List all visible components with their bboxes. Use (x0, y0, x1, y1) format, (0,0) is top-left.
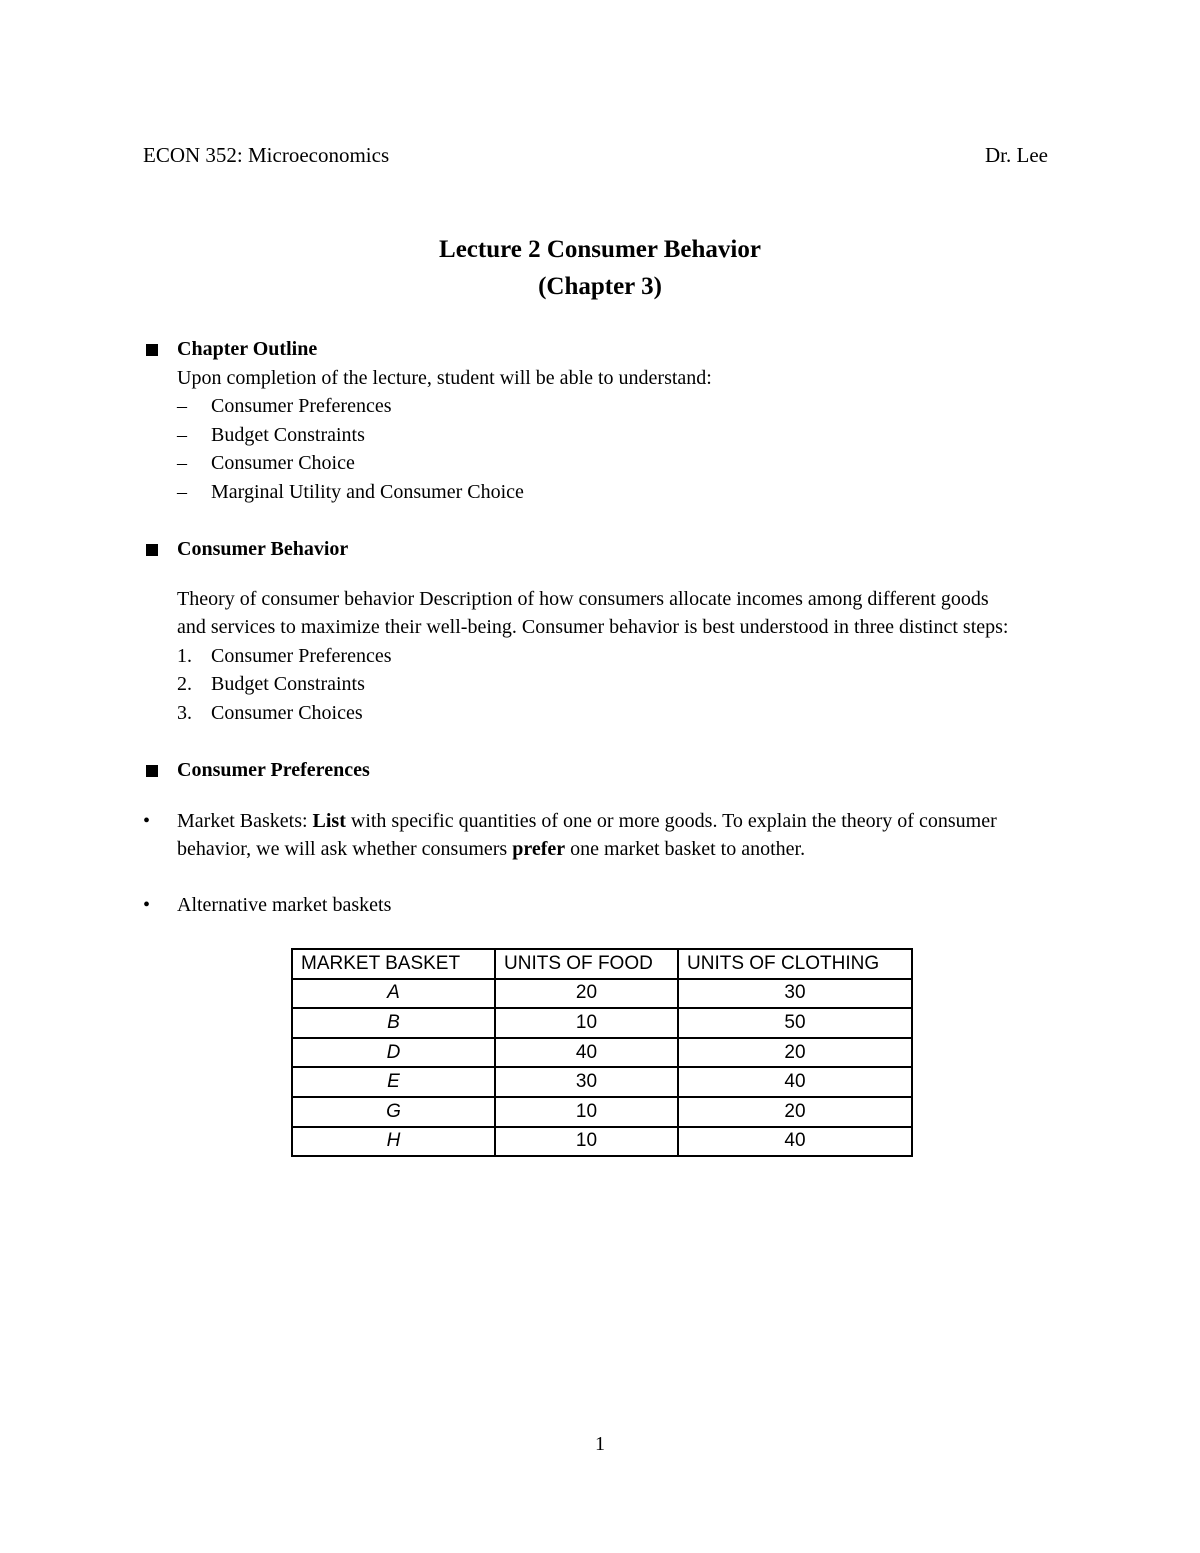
outline-intro: Upon completion of the lecture, student will be able to understand: (177, 366, 712, 389)
basket-cell: G (292, 1097, 495, 1127)
behavior-text-line2: and services to maximize their well-being. Consumer behavior is best understood in three distinct steps: (177, 616, 1009, 639)
food-cell: 10 (495, 1097, 678, 1127)
lecture-title: Lecture 2 Consumer Behavior (439, 236, 761, 263)
consumer-preferences-heading: Consumer Preferences (143, 756, 1063, 785)
food-cell: 10 (495, 1127, 678, 1157)
clothing-cell: 20 (678, 1097, 912, 1127)
square-bullet-icon (146, 344, 158, 356)
consumer-behavior-heading: Consumer Behavior (143, 535, 1063, 564)
food-cell: 20 (495, 979, 678, 1009)
clothing-cell: 50 (678, 1008, 912, 1038)
alternative-baskets-bullet: • Alternative market baskets (143, 891, 1063, 920)
consumer-preferences-section (143, 756, 1063, 919)
behavior-text-line1: Theory of consumer behavior Description of how consumers allocate incomes among different goods (177, 587, 989, 610)
basket-cell: E (292, 1067, 495, 1097)
column-header: UNITS OF CLOTHING (678, 949, 912, 979)
basket-cell: B (292, 1008, 495, 1038)
instructor-name: Dr. Lee (985, 143, 1048, 167)
course-title: ECON 352: Microeconomics (143, 143, 390, 167)
square-bullet-icon (146, 765, 158, 777)
step-item: 2. Budget Constraints (177, 673, 365, 696)
clothing-cell: 40 (678, 1127, 912, 1157)
column-header: UNITS OF FOOD (495, 949, 678, 979)
clothing-cell: 20 (678, 1038, 912, 1068)
clothing-cell: 40 (678, 1067, 912, 1097)
step-item: 1. Consumer Preferences (177, 644, 392, 667)
food-cell: 10 (495, 1008, 678, 1038)
page-number: 1 (595, 1433, 605, 1455)
outline-item: – Budget Constraints (177, 423, 365, 446)
table-row (292, 1097, 912, 1127)
basket-cell: D (292, 1038, 495, 1068)
table-row (292, 1008, 912, 1038)
outline-item: – Consumer Choice (177, 452, 355, 475)
market-baskets-bullet: • Market Baskets: List with specific quantities of one or more goods. To explain the theory of consumer behavior, we will ask whether consumers prefer one market basket to another. (143, 807, 1063, 864)
table-row (292, 1127, 912, 1157)
food-cell: 30 (495, 1067, 678, 1097)
outline-item: – Marginal Utility and Consumer Choice (177, 480, 524, 503)
square-bullet-icon (146, 544, 158, 556)
column-header: MARKET BASKET (292, 949, 495, 979)
outline-item: – Consumer Preferences (177, 395, 392, 418)
bullet-dot-icon: • (143, 893, 151, 916)
table-header-row (292, 949, 912, 979)
clothing-cell: 30 (678, 979, 912, 1009)
step-item: 3. Consumer Choices (177, 701, 363, 724)
chapter-outline-heading: Chapter Outline (143, 335, 1063, 364)
market-basket-table (291, 948, 913, 1157)
consumer-behavior-section (143, 535, 1063, 728)
basket-cell: H (292, 1127, 495, 1157)
food-cell: 40 (495, 1038, 678, 1068)
chapter-subtitle: (Chapter 3) (538, 273, 662, 300)
table-row (292, 979, 912, 1009)
basket-cell: A (292, 979, 495, 1009)
table-row (292, 1067, 912, 1097)
chapter-outline-section (143, 335, 1063, 507)
table-row (292, 1038, 912, 1068)
bullet-dot-icon: • (143, 809, 151, 832)
